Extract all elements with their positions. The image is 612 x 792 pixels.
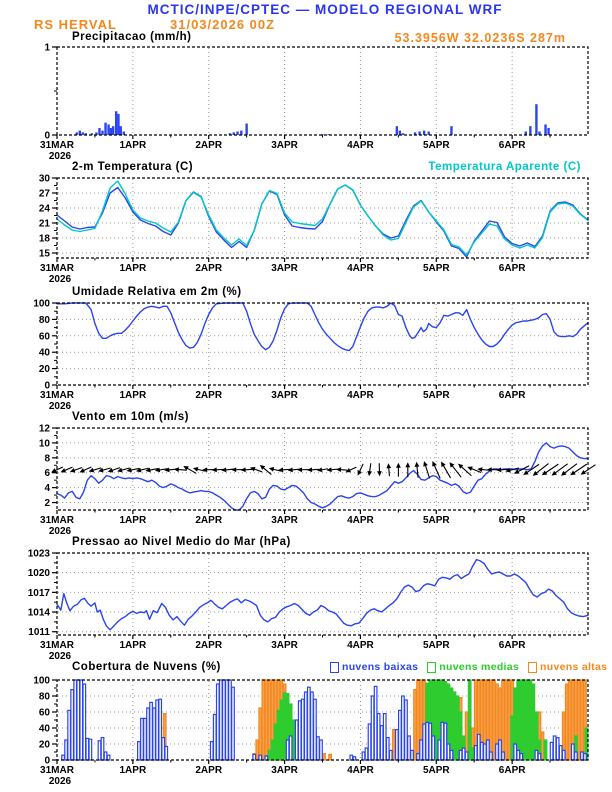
station-label: RS HERVAL bbox=[34, 17, 117, 32]
x-tick-label: 6APR bbox=[498, 515, 526, 526]
x-tick-label: 2APR bbox=[195, 390, 223, 401]
wind-x-axis bbox=[40, 510, 550, 537]
x-tick-label: 31MAR bbox=[40, 640, 74, 651]
x-tick-label: 6APR bbox=[498, 765, 526, 776]
panel-title-clouds: Cobertura de Nuvens (%) bbox=[72, 661, 221, 673]
y-tick-label: 40 bbox=[38, 347, 50, 359]
y-tick-label: 1020 bbox=[27, 568, 50, 580]
legend-item-nuvens-medias bbox=[427, 661, 519, 673]
run-datetime-label: 31/03/2026 00Z bbox=[170, 17, 276, 32]
temperature-y-axis bbox=[39, 174, 57, 260]
humidity-y-axis bbox=[33, 299, 57, 392]
y-tick-label: 18 bbox=[38, 233, 50, 245]
panel-title-pressure: Pressao ao Nivel Medio do Mar (hPa) bbox=[72, 536, 291, 548]
x-tick-label: 31MAR bbox=[40, 765, 74, 776]
clouds-series bbox=[62, 680, 588, 760]
y-tick-label: 0 bbox=[44, 380, 50, 392]
x-tick-label: 3APR bbox=[271, 515, 298, 526]
pressure-panel bbox=[28, 549, 588, 663]
wind-series bbox=[50, 443, 597, 510]
x-tick-label: 3APR bbox=[271, 140, 298, 151]
pressure-y-axis bbox=[28, 549, 57, 639]
x-year-label: 2026 bbox=[48, 651, 72, 662]
wind-panel bbox=[39, 424, 597, 538]
y-tick-label: 100 bbox=[33, 675, 50, 687]
panel-title-humidity: Umidade Relativa em 2m (%) bbox=[72, 286, 242, 298]
x-tick-label: 5APR bbox=[422, 263, 450, 274]
y-tick-label: 0 bbox=[44, 130, 50, 142]
x-tick-label: 31MAR bbox=[40, 390, 74, 401]
y-tick-label: 8 bbox=[44, 453, 50, 465]
x-year-label: 2026 bbox=[48, 274, 72, 285]
pressure-gridlines bbox=[58, 554, 587, 634]
temperature-panel bbox=[39, 174, 588, 286]
nuvens-medias-swatch-icon bbox=[427, 662, 436, 673]
y-tick-label: 40 bbox=[38, 723, 50, 735]
x-tick-label: 1APR bbox=[119, 263, 147, 274]
legend-temperatura-aparente: Temperatura Aparente (C) bbox=[428, 161, 581, 173]
y-tick-label: 60 bbox=[38, 707, 50, 719]
cloud-legend bbox=[330, 661, 607, 673]
legend-item-nuvens-altas bbox=[528, 661, 607, 673]
clouds-y-axis bbox=[33, 676, 57, 767]
temperature-series bbox=[57, 181, 588, 257]
x-tick-label: 6APR bbox=[498, 263, 526, 274]
temperature-x-axis bbox=[40, 258, 550, 285]
y-tick-label: 80 bbox=[38, 314, 50, 326]
x-tick-label: 2APR bbox=[195, 640, 223, 651]
x-year-label: 2026 bbox=[48, 151, 72, 162]
pressure-x-axis bbox=[40, 635, 550, 662]
legend-label-nuvens-medias: nuvens medias bbox=[439, 661, 520, 673]
x-tick-label: 1APR bbox=[119, 765, 147, 776]
x-tick-label: 3APR bbox=[271, 263, 298, 274]
x-year-label: 2026 bbox=[48, 526, 72, 537]
nuvens-altas-swatch-icon bbox=[528, 662, 537, 673]
precipitation-panel bbox=[40, 43, 588, 163]
panel-title-precipitation: Precipitacao (mm/h) bbox=[72, 31, 192, 43]
x-tick-label: 5APR bbox=[422, 515, 450, 526]
pressure-series bbox=[57, 560, 588, 630]
x-tick-label: 1APR bbox=[119, 640, 147, 651]
x-tick-label: 5APR bbox=[422, 765, 450, 776]
x-tick-label: 31MAR bbox=[40, 263, 74, 274]
humidity-panel bbox=[33, 299, 588, 413]
y-tick-label: 15 bbox=[38, 248, 50, 260]
clouds-x-axis bbox=[40, 760, 550, 787]
x-tick-label: 3APR bbox=[271, 765, 298, 776]
y-tick-label: 20 bbox=[38, 364, 50, 376]
x-tick-label: 3APR bbox=[271, 390, 298, 401]
clouds-panel bbox=[33, 676, 588, 788]
y-tick-label: 24 bbox=[38, 203, 50, 215]
y-tick-label: 2 bbox=[44, 498, 50, 510]
y-tick-label: 80 bbox=[38, 691, 50, 703]
humidity-series bbox=[57, 303, 588, 351]
y-tick-label: 4 bbox=[44, 483, 50, 495]
x-tick-label: 3APR bbox=[271, 640, 298, 651]
x-tick-label: 2APR bbox=[195, 140, 223, 151]
precipitation-series bbox=[76, 104, 550, 135]
wind-y-axis bbox=[39, 424, 57, 510]
legend-label-nuvens-altas: nuvens altas bbox=[540, 661, 608, 673]
panel-title-wind: Vento em 10m (m/s) bbox=[72, 411, 190, 423]
x-tick-label: 4APR bbox=[347, 140, 374, 151]
y-tick-label: 1014 bbox=[27, 607, 50, 619]
x-tick-label: 2APR bbox=[195, 515, 223, 526]
page-title: MCTIC/INPE/CPTEC — MODELO REGIONAL WRF bbox=[147, 2, 503, 17]
y-tick-label: 1017 bbox=[27, 587, 50, 599]
x-tick-label: 4APR bbox=[347, 263, 374, 274]
nuvens-baixas-swatch-icon bbox=[330, 662, 339, 673]
y-tick-label: 21 bbox=[38, 218, 50, 230]
legend-item-nuvens-baixas bbox=[330, 661, 418, 673]
x-tick-label: 4APR bbox=[347, 765, 374, 776]
y-tick-label: 60 bbox=[38, 331, 50, 343]
y-tick-label: 27 bbox=[38, 188, 50, 200]
precipitation-y-axis bbox=[44, 43, 57, 142]
x-tick-label: 5APR bbox=[422, 140, 450, 151]
y-tick-label: 10 bbox=[38, 438, 50, 450]
x-tick-label: 6APR bbox=[498, 140, 526, 151]
x-tick-label: 1APR bbox=[119, 140, 147, 151]
x-tick-label: 31MAR bbox=[40, 140, 74, 151]
x-tick-label: 31MAR bbox=[40, 515, 74, 526]
x-tick-label: 6APR bbox=[498, 640, 526, 651]
y-tick-label: 12 bbox=[38, 423, 50, 435]
x-tick-label: 4APR bbox=[347, 515, 374, 526]
x-year-label: 2026 bbox=[48, 401, 72, 412]
coords-label: 53.3956W 32.0236S 287m bbox=[394, 31, 566, 45]
precipitation-gridlines bbox=[133, 48, 512, 134]
x-tick-label: 4APR bbox=[347, 390, 374, 401]
legend-label-nuvens-baixas: nuvens baixas bbox=[342, 661, 419, 673]
y-tick-label: 100 bbox=[33, 298, 50, 310]
x-tick-label: 5APR bbox=[422, 390, 450, 401]
x-tick-label: 2APR bbox=[195, 263, 223, 274]
x-tick-label: 6APR bbox=[498, 390, 526, 401]
y-tick-label: 30 bbox=[38, 173, 50, 185]
x-year-label: 2026 bbox=[48, 776, 72, 787]
y-tick-label: 1023 bbox=[27, 548, 50, 560]
y-tick-label: 0 bbox=[44, 755, 50, 767]
x-tick-label: 1APR bbox=[119, 515, 147, 526]
x-tick-label: 2APR bbox=[195, 765, 223, 776]
precipitation-x-axis bbox=[40, 135, 550, 162]
y-tick-label: 20 bbox=[38, 739, 50, 751]
y-tick-label: 6 bbox=[44, 468, 50, 480]
x-tick-label: 1APR bbox=[119, 390, 147, 401]
y-tick-label: 1011 bbox=[28, 627, 50, 639]
y-tick-label: 1 bbox=[44, 42, 50, 54]
x-tick-label: 4APR bbox=[347, 640, 374, 651]
panel-title-temperature: 2-m Temperatura (C) bbox=[72, 161, 194, 173]
x-tick-label: 5APR bbox=[422, 640, 450, 651]
humidity-x-axis bbox=[40, 385, 550, 412]
